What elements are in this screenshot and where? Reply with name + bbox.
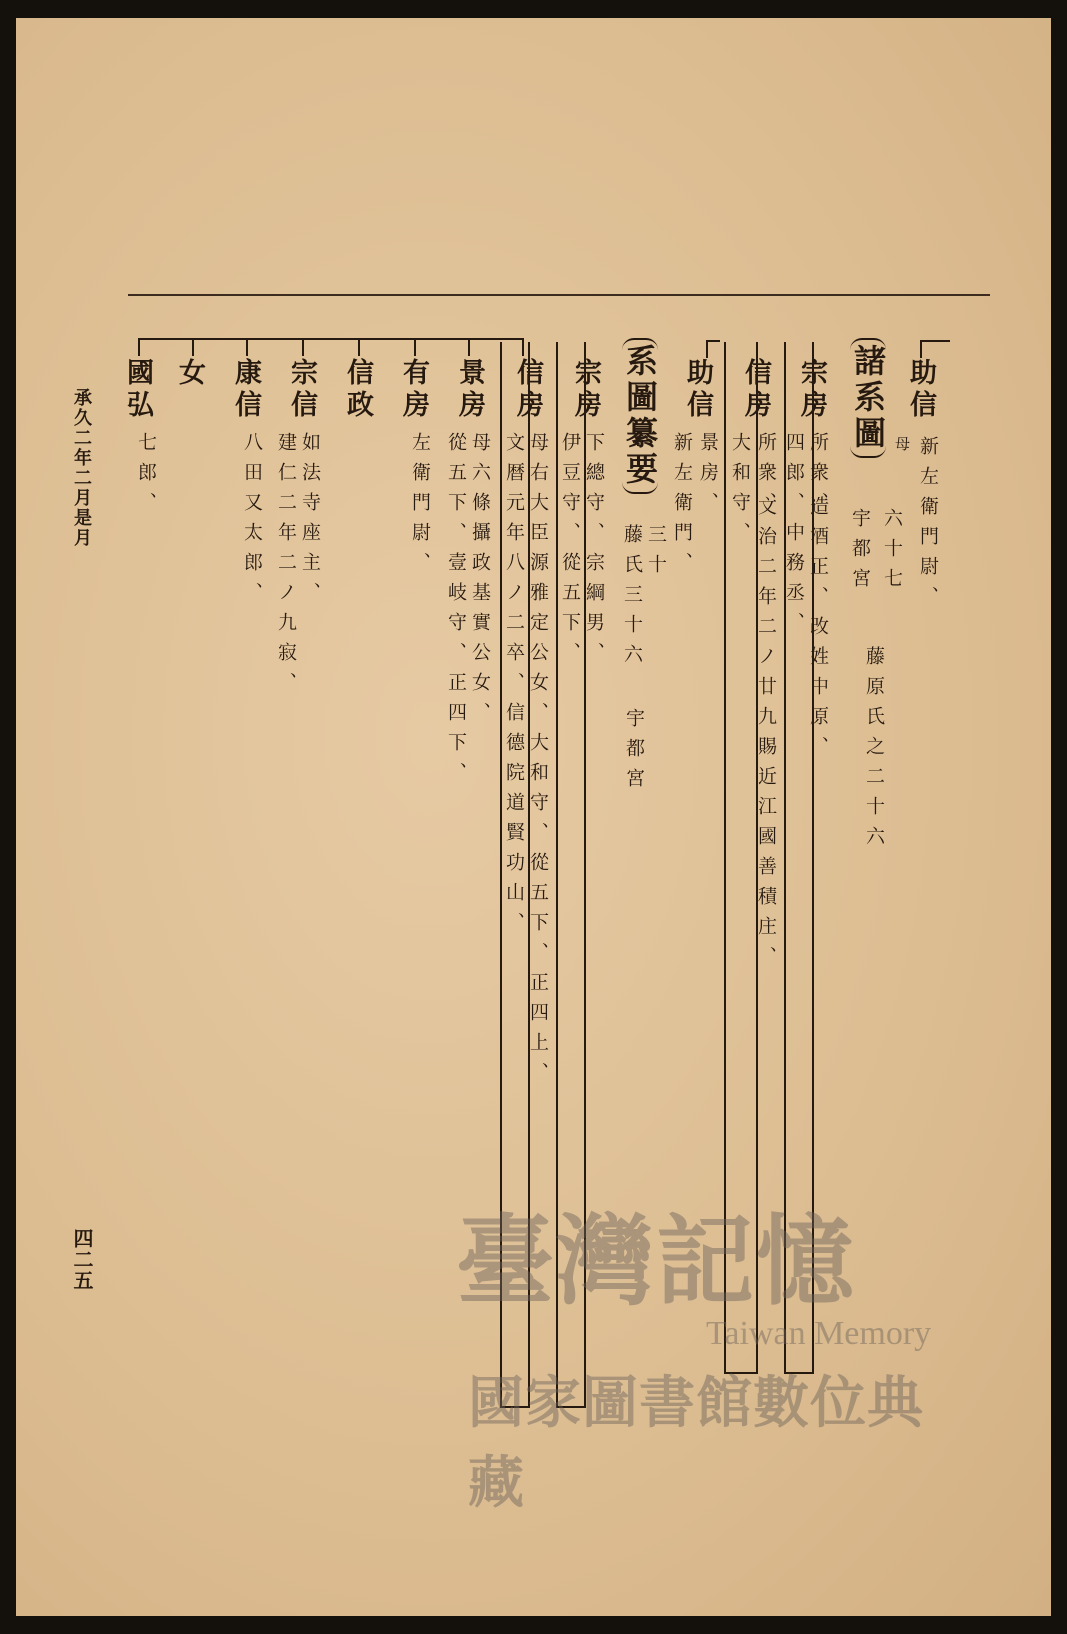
- clan-reference: 藤氏三十六: [621, 524, 643, 674]
- entry-title: 新左衛門尉、: [917, 436, 939, 616]
- sibling-drop: [246, 338, 248, 356]
- clan-reference: 藤原氏之二十六: [863, 646, 885, 856]
- entry-text-inner: 大和守、: [729, 432, 751, 552]
- entry-name-nobufusa: 信房: [740, 358, 771, 422]
- sibling-drop: [468, 338, 470, 356]
- source-ref-number: 三十: [645, 524, 667, 584]
- entry-name-yasunobu: 康信: [230, 358, 261, 422]
- entry-name-kagefusa: 景房: [454, 358, 485, 422]
- section-title-keizu-sanyo: 系圖纂要: [622, 338, 658, 494]
- entry-name-daughter: 女: [174, 358, 205, 390]
- entry-title: 左衛門尉、: [409, 432, 431, 582]
- source-ref-name: 宇都宮: [623, 708, 645, 798]
- entry-name-nobufusa-2: 信房: [512, 358, 543, 422]
- sibling-drop: [302, 338, 304, 356]
- entry-title: 新左衛門、: [671, 432, 693, 582]
- sibling-drop: [358, 338, 360, 356]
- top-rule: [128, 294, 990, 296]
- entry-note: 母右大臣源雅定公女、大和守、從五下、正四上、: [527, 432, 549, 1092]
- sibling-drop: [414, 338, 416, 356]
- mother-note: 母: [893, 436, 911, 456]
- page-number: 四二五: [70, 1228, 94, 1291]
- entry-name-sukenobu-2: 助信: [682, 358, 713, 422]
- connector-head-drop: [920, 340, 922, 358]
- entry-name-kunihiro: 國弘: [122, 358, 153, 422]
- watermark-calligraphy: 臺灣記憶: [456, 1204, 857, 1319]
- entry-title: 文暦元年八ノ二卒、信德院道賢功山、: [503, 432, 525, 942]
- connector-head: [920, 340, 950, 342]
- entry-title: 建仁二年二ノ九寂、: [275, 432, 297, 702]
- entry-note: 母六條攝政基實公女、: [469, 432, 491, 732]
- entry-title: 七郎、: [135, 432, 157, 522]
- watermark-library-name: 國家圖書館數位典藏: [468, 1371, 924, 1516]
- entry-note: 景房、: [697, 432, 719, 522]
- section-title-shokeizu: 諸系圖: [850, 338, 886, 458]
- entry-note: 下總守、宗綱男、: [583, 432, 605, 672]
- connector-tick-drop: [706, 340, 708, 358]
- entry-note: 所衆、: [807, 432, 829, 522]
- connector-tick: [706, 340, 720, 342]
- entry-title: 從五下、壹岐守、正四下、: [445, 432, 467, 792]
- entry-title: 八田又太郎、: [241, 432, 263, 612]
- entry-name-munefusa-2: 宗房: [570, 358, 601, 422]
- entry-name-munenobu: 宗信: [286, 358, 317, 422]
- entry-note: 如法寺座主、: [299, 432, 321, 612]
- sibling-drop: [138, 338, 140, 356]
- entry-note: 所衆、: [755, 432, 777, 522]
- watermark-english: Taiwan Memory: [706, 1315, 932, 1352]
- watermark: [456, 1183, 976, 1516]
- source-ref-number: 六十七: [881, 508, 903, 598]
- entry-name-munefusa: 宗房: [796, 358, 827, 422]
- source-ref-name: 宇都宮: [849, 508, 871, 598]
- entry-text: 文治二年二ノ廿九賜近江國善積庄、: [755, 496, 777, 976]
- entry-name-nobumasa: 信政: [342, 358, 373, 422]
- running-head: 承久二年二月是月: [71, 388, 92, 548]
- entry-text-inner: 四郎、中務丞、: [783, 432, 805, 642]
- sibling-bar: [138, 338, 524, 340]
- entry-text: 造酒正、改姓中原、: [807, 496, 829, 766]
- sibling-drop: [192, 338, 194, 356]
- entry-name-arifusa: 有房: [398, 358, 429, 422]
- entry-name-sukenobu: 助信: [905, 358, 936, 422]
- book-page: [16, 18, 1051, 1616]
- entry-title: 伊豆守、從五下、: [559, 432, 581, 672]
